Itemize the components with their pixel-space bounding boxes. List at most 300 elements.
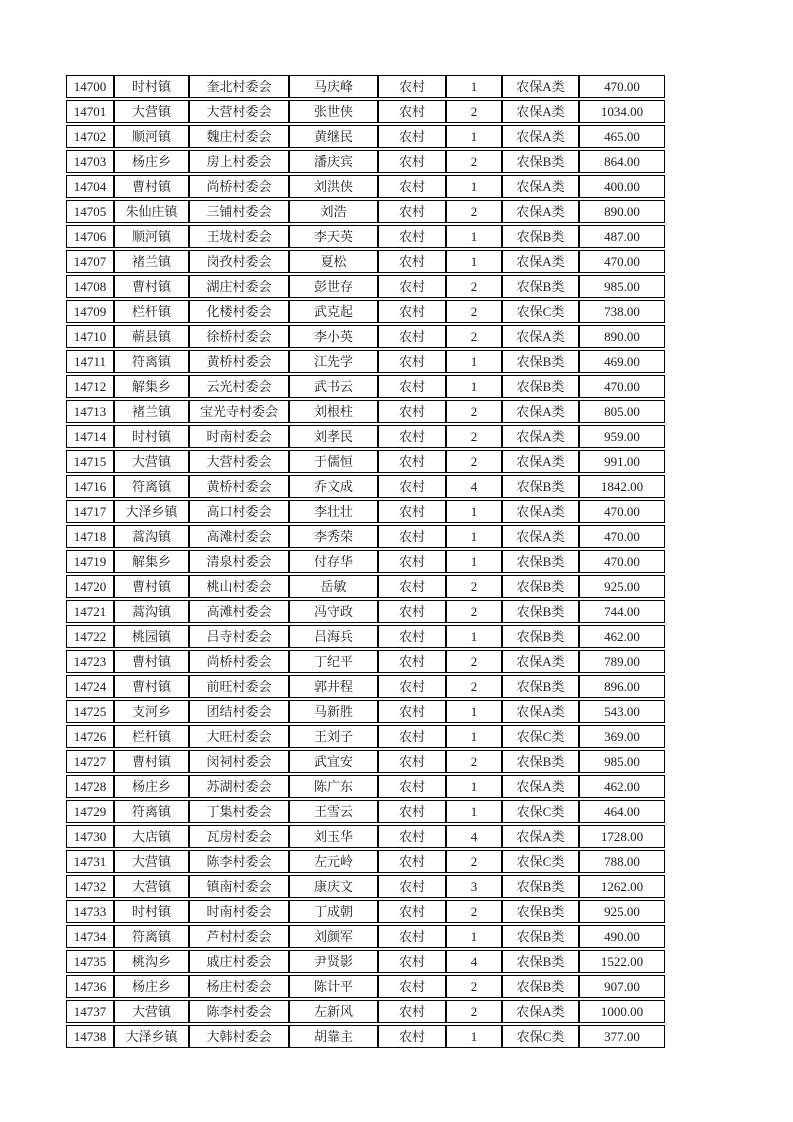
cell-id: 14730: [66, 825, 114, 848]
cell-count: 2: [446, 750, 502, 773]
cell-category: 农保A类: [502, 400, 579, 423]
cell-name: 张世侠: [289, 100, 378, 123]
cell-village: 时南村委会: [189, 425, 289, 448]
cell-category: 农保B类: [502, 950, 579, 973]
cell-type: 农村: [378, 875, 446, 898]
table-row: [66, 250, 665, 273]
cell-type: 农村: [378, 575, 446, 598]
cell-category: 农保B类: [502, 550, 579, 573]
cell-town: 顺河镇: [114, 125, 189, 148]
cell-category: 农保B类: [502, 875, 579, 898]
cell-id: 14712: [66, 375, 114, 398]
table-row: [66, 850, 665, 873]
cell-name: 彭世存: [289, 275, 378, 298]
cell-type: 农村: [378, 850, 446, 873]
cell-village: 陈李村委会: [189, 850, 289, 873]
table-row: [66, 525, 665, 548]
cell-name: 刘玉华: [289, 825, 378, 848]
cell-id: 14717: [66, 500, 114, 523]
table-row: [66, 75, 665, 98]
cell-name: 康庆文: [289, 875, 378, 898]
cell-count: 2: [446, 200, 502, 223]
cell-count: 1: [446, 75, 502, 98]
cell-category: 农保A类: [502, 425, 579, 448]
table-row: [66, 750, 665, 773]
cell-town: 解集乡: [114, 550, 189, 573]
cell-category: 农保B类: [502, 275, 579, 298]
cell-name: 丁纪平: [289, 650, 378, 673]
cell-amount: 470.00: [579, 550, 665, 573]
cell-count: 1: [446, 550, 502, 573]
cell-id: 14723: [66, 650, 114, 673]
cell-amount: 470.00: [579, 500, 665, 523]
cell-town: 栏杆镇: [114, 725, 189, 748]
cell-village: 前旺村委会: [189, 675, 289, 698]
cell-id: 14716: [66, 475, 114, 498]
cell-town: 杨庄乡: [114, 775, 189, 798]
cell-type: 农村: [378, 550, 446, 573]
cell-village: 戚庄村委会: [189, 950, 289, 973]
cell-type: 农村: [378, 375, 446, 398]
cell-count: 2: [446, 400, 502, 423]
table-row: [66, 125, 665, 148]
cell-count: 2: [446, 675, 502, 698]
table-row: [66, 150, 665, 173]
cell-village: 尚桥村委会: [189, 175, 289, 198]
cell-town: 大泽乡镇: [114, 1025, 189, 1048]
table-row: [66, 450, 665, 473]
cell-id: 14726: [66, 725, 114, 748]
cell-category: 农保B类: [502, 900, 579, 923]
cell-type: 农村: [378, 925, 446, 948]
cell-id: 14718: [66, 525, 114, 548]
cell-name: 岳敏: [289, 575, 378, 598]
cell-type: 农村: [378, 975, 446, 998]
cell-count: 2: [446, 150, 502, 173]
cell-category: 农保C类: [502, 800, 579, 823]
cell-type: 农村: [378, 75, 446, 98]
cell-name: 刘浩: [289, 200, 378, 223]
cell-town: 褚兰镇: [114, 400, 189, 423]
cell-village: 高滩村委会: [189, 600, 289, 623]
cell-category: 农保A类: [502, 450, 579, 473]
cell-category: 农保A类: [502, 250, 579, 273]
cell-count: 2: [446, 1000, 502, 1023]
cell-id: 14711: [66, 350, 114, 373]
cell-count: 2: [446, 275, 502, 298]
cell-amount: 470.00: [579, 250, 665, 273]
cell-type: 农村: [378, 175, 446, 198]
cell-type: 农村: [378, 600, 446, 623]
table-row: [66, 725, 665, 748]
cell-name: 武宜安: [289, 750, 378, 773]
cell-name: 李天英: [289, 225, 378, 248]
cell-count: 4: [446, 950, 502, 973]
cell-village: 黄桥村委会: [189, 475, 289, 498]
cell-name: 冯守政: [289, 600, 378, 623]
cell-count: 1: [446, 925, 502, 948]
cell-town: 符离镇: [114, 925, 189, 948]
cell-amount: 470.00: [579, 75, 665, 98]
table-row: [66, 275, 665, 298]
cell-type: 农村: [378, 950, 446, 973]
cell-name: 李壮壮: [289, 500, 378, 523]
cell-category: 农保C类: [502, 725, 579, 748]
cell-id: 14708: [66, 275, 114, 298]
cell-village: 三铺村委会: [189, 200, 289, 223]
cell-village: 苏湖村委会: [189, 775, 289, 798]
cell-amount: 789.00: [579, 650, 665, 673]
cell-village: 芦村村委会: [189, 925, 289, 948]
cell-type: 农村: [378, 900, 446, 923]
cell-amount: 864.00: [579, 150, 665, 173]
cell-count: 1: [446, 225, 502, 248]
cell-amount: 1000.00: [579, 1000, 665, 1023]
cell-id: 14725: [66, 700, 114, 723]
cell-town: 时村镇: [114, 75, 189, 98]
table-row: [66, 675, 665, 698]
cell-village: 清泉村委会: [189, 550, 289, 573]
table-row: [66, 650, 665, 673]
cell-amount: 462.00: [579, 775, 665, 798]
cell-id: 14700: [66, 75, 114, 98]
cell-town: 蒿沟镇: [114, 525, 189, 548]
cell-town: 褚兰镇: [114, 250, 189, 273]
cell-category: 农保A类: [502, 700, 579, 723]
cell-category: 农保B类: [502, 975, 579, 998]
table-row: [66, 375, 665, 398]
cell-category: 农保B类: [502, 150, 579, 173]
cell-category: 农保A类: [502, 1000, 579, 1023]
cell-name: 李秀荣: [289, 525, 378, 548]
cell-village: 团结村委会: [189, 700, 289, 723]
table-row: [66, 325, 665, 348]
cell-category: 农保A类: [502, 775, 579, 798]
cell-category: 农保A类: [502, 200, 579, 223]
cell-type: 农村: [378, 750, 446, 773]
cell-id: 14722: [66, 625, 114, 648]
cell-count: 4: [446, 825, 502, 848]
cell-village: 大营村委会: [189, 450, 289, 473]
cell-count: 2: [446, 975, 502, 998]
cell-type: 农村: [378, 300, 446, 323]
table-row: [66, 425, 665, 448]
cell-category: 农保B类: [502, 625, 579, 648]
cell-amount: 1522.00: [579, 950, 665, 973]
cell-town: 杨庄乡: [114, 975, 189, 998]
cell-name: 夏松: [289, 250, 378, 273]
table-row: [66, 300, 665, 323]
cell-village: 尚桥村委会: [189, 650, 289, 673]
table-row: [66, 800, 665, 823]
cell-village: 宝光寺村委会: [189, 400, 289, 423]
cell-id: 14727: [66, 750, 114, 773]
cell-type: 农村: [378, 800, 446, 823]
cell-id: 14714: [66, 425, 114, 448]
table-row: [66, 1025, 665, 1048]
cell-type: 农村: [378, 825, 446, 848]
cell-name: 于儒恒: [289, 450, 378, 473]
table-row: [66, 575, 665, 598]
cell-village: 镇南村委会: [189, 875, 289, 898]
cell-name: 刘洪侠: [289, 175, 378, 198]
table-row: [66, 975, 665, 998]
cell-name: 黄继民: [289, 125, 378, 148]
cell-village: 湖庄村委会: [189, 275, 289, 298]
cell-id: 14729: [66, 800, 114, 823]
table-row: [66, 875, 665, 898]
cell-town: 顺河镇: [114, 225, 189, 248]
cell-category: 农保A类: [502, 500, 579, 523]
cell-amount: 907.00: [579, 975, 665, 998]
cell-town: 蒿沟镇: [114, 600, 189, 623]
cell-count: 1: [446, 125, 502, 148]
table-row: [66, 350, 665, 373]
cell-amount: 469.00: [579, 350, 665, 373]
table-row: [66, 825, 665, 848]
cell-town: 大营镇: [114, 450, 189, 473]
cell-name: 左元岭: [289, 850, 378, 873]
table-row: [66, 200, 665, 223]
cell-town: 符离镇: [114, 475, 189, 498]
cell-category: 农保A类: [502, 525, 579, 548]
cell-id: 14720: [66, 575, 114, 598]
cell-amount: 465.00: [579, 125, 665, 148]
cell-town: 曹村镇: [114, 675, 189, 698]
cell-name: 乔文成: [289, 475, 378, 498]
cell-village: 高滩村委会: [189, 525, 289, 548]
cell-type: 农村: [378, 325, 446, 348]
cell-town: 时村镇: [114, 425, 189, 448]
cell-name: 郭井程: [289, 675, 378, 698]
cell-name: 武克起: [289, 300, 378, 323]
cell-amount: 985.00: [579, 275, 665, 298]
cell-id: 14704: [66, 175, 114, 198]
cell-amount: 890.00: [579, 325, 665, 348]
cell-amount: 788.00: [579, 850, 665, 873]
cell-id: 14735: [66, 950, 114, 973]
cell-name: 王刘子: [289, 725, 378, 748]
cell-id: 14710: [66, 325, 114, 348]
table-row: [66, 225, 665, 248]
cell-name: 江先学: [289, 350, 378, 373]
cell-id: 14719: [66, 550, 114, 573]
cell-village: 丁集村委会: [189, 800, 289, 823]
cell-type: 农村: [378, 775, 446, 798]
cell-amount: 1728.00: [579, 825, 665, 848]
cell-category: 农保B类: [502, 750, 579, 773]
cell-village: 大旺村委会: [189, 725, 289, 748]
cell-amount: 896.00: [579, 675, 665, 698]
cell-town: 蕲县镇: [114, 325, 189, 348]
cell-id: 14731: [66, 850, 114, 873]
cell-type: 农村: [378, 525, 446, 548]
cell-count: 2: [446, 575, 502, 598]
cell-id: 14734: [66, 925, 114, 948]
cell-id: 14709: [66, 300, 114, 323]
cell-town: 大营镇: [114, 875, 189, 898]
cell-category: 农保A类: [502, 650, 579, 673]
cell-name: 武书云: [289, 375, 378, 398]
cell-town: 大营镇: [114, 100, 189, 123]
cell-type: 农村: [378, 625, 446, 648]
cell-name: 刘孝民: [289, 425, 378, 448]
cell-town: 曹村镇: [114, 750, 189, 773]
cell-village: 奎北村委会: [189, 75, 289, 98]
cell-category: 农保C类: [502, 1025, 579, 1048]
cell-category: 农保B类: [502, 600, 579, 623]
cell-type: 农村: [378, 150, 446, 173]
table-row: [66, 600, 665, 623]
records-table: [66, 73, 665, 1050]
table-row: [66, 475, 665, 498]
cell-town: 符离镇: [114, 800, 189, 823]
cell-amount: 470.00: [579, 375, 665, 398]
cell-count: 2: [446, 300, 502, 323]
cell-type: 农村: [378, 425, 446, 448]
cell-id: 14721: [66, 600, 114, 623]
cell-amount: 369.00: [579, 725, 665, 748]
cell-id: 14732: [66, 875, 114, 898]
table-row: [66, 100, 665, 123]
cell-id: 14715: [66, 450, 114, 473]
cell-count: 3: [446, 875, 502, 898]
cell-count: 1: [446, 250, 502, 273]
cell-amount: 464.00: [579, 800, 665, 823]
cell-count: 1: [446, 350, 502, 373]
cell-count: 2: [446, 600, 502, 623]
table-row: [66, 500, 665, 523]
cell-count: 1: [446, 725, 502, 748]
table-row: [66, 625, 665, 648]
cell-count: 1: [446, 775, 502, 798]
cell-id: 14736: [66, 975, 114, 998]
cell-count: 1: [446, 175, 502, 198]
cell-amount: 738.00: [579, 300, 665, 323]
cell-category: 农保A类: [502, 100, 579, 123]
cell-id: 14702: [66, 125, 114, 148]
cell-count: 2: [446, 450, 502, 473]
cell-type: 农村: [378, 500, 446, 523]
cell-count: 2: [446, 425, 502, 448]
cell-village: 桃山村委会: [189, 575, 289, 598]
cell-type: 农村: [378, 1025, 446, 1048]
cell-town: 解集乡: [114, 375, 189, 398]
cell-name: 陈计平: [289, 975, 378, 998]
cell-type: 农村: [378, 725, 446, 748]
cell-category: 农保B类: [502, 375, 579, 398]
cell-count: 1: [446, 525, 502, 548]
cell-count: 2: [446, 325, 502, 348]
cell-name: 刘根柱: [289, 400, 378, 423]
cell-village: 化楼村委会: [189, 300, 289, 323]
cell-id: 14738: [66, 1025, 114, 1048]
cell-village: 魏庄村委会: [189, 125, 289, 148]
cell-type: 农村: [378, 1000, 446, 1023]
cell-type: 农村: [378, 650, 446, 673]
table-row: [66, 1000, 665, 1023]
cell-town: 曹村镇: [114, 175, 189, 198]
cell-count: 2: [446, 900, 502, 923]
cell-category: 农保C类: [502, 850, 579, 873]
cell-type: 农村: [378, 100, 446, 123]
cell-amount: 890.00: [579, 200, 665, 223]
cell-town: 曹村镇: [114, 575, 189, 598]
cell-village: 云光村委会: [189, 375, 289, 398]
table-row: [66, 775, 665, 798]
table-row: [66, 700, 665, 723]
cell-amount: 1034.00: [579, 100, 665, 123]
cell-category: 农保B类: [502, 675, 579, 698]
cell-id: 14713: [66, 400, 114, 423]
cell-town: 桃沟乡: [114, 950, 189, 973]
cell-count: 1: [446, 1025, 502, 1048]
cell-id: 14724: [66, 675, 114, 698]
cell-amount: 377.00: [579, 1025, 665, 1048]
cell-type: 农村: [378, 700, 446, 723]
cell-count: 1: [446, 375, 502, 398]
table-row: [66, 925, 665, 948]
table-row: [66, 550, 665, 573]
table-row: [66, 400, 665, 423]
cell-amount: 925.00: [579, 575, 665, 598]
cell-count: 4: [446, 475, 502, 498]
cell-id: 14703: [66, 150, 114, 173]
cell-category: 农保B类: [502, 225, 579, 248]
cell-name: 付存华: [289, 550, 378, 573]
cell-amount: 985.00: [579, 750, 665, 773]
cell-category: 农保B类: [502, 925, 579, 948]
cell-category: 农保C类: [502, 300, 579, 323]
cell-type: 农村: [378, 475, 446, 498]
cell-town: 桃园镇: [114, 625, 189, 648]
cell-town: 时村镇: [114, 900, 189, 923]
cell-town: 支河乡: [114, 700, 189, 723]
cell-village: 杨庄村委会: [189, 975, 289, 998]
cell-village: 岗孜村委会: [189, 250, 289, 273]
cell-name: 吕海兵: [289, 625, 378, 648]
cell-count: 2: [446, 850, 502, 873]
table-row: [66, 175, 665, 198]
cell-amount: 400.00: [579, 175, 665, 198]
cell-village: 大韩村委会: [189, 1025, 289, 1048]
cell-village: 房上村委会: [189, 150, 289, 173]
cell-category: 农保A类: [502, 325, 579, 348]
cell-village: 大营村委会: [189, 100, 289, 123]
cell-town: 符离镇: [114, 350, 189, 373]
cell-village: 王垅村委会: [189, 225, 289, 248]
cell-amount: 462.00: [579, 625, 665, 648]
cell-name: 尹贤影: [289, 950, 378, 973]
table-row: [66, 950, 665, 973]
cell-village: 徐桥村委会: [189, 325, 289, 348]
cell-category: 农保A类: [502, 75, 579, 98]
cell-town: 大营镇: [114, 850, 189, 873]
cell-type: 农村: [378, 275, 446, 298]
cell-name: 潘庆宾: [289, 150, 378, 173]
cell-id: 14707: [66, 250, 114, 273]
cell-amount: 744.00: [579, 600, 665, 623]
cell-amount: 925.00: [579, 900, 665, 923]
cell-amount: 991.00: [579, 450, 665, 473]
cell-type: 农村: [378, 225, 446, 248]
table-row: [66, 900, 665, 923]
cell-id: 14733: [66, 900, 114, 923]
cell-name: 丁成朝: [289, 900, 378, 923]
cell-town: 杨庄乡: [114, 150, 189, 173]
cell-village: 陈李村委会: [189, 1000, 289, 1023]
cell-count: 1: [446, 700, 502, 723]
